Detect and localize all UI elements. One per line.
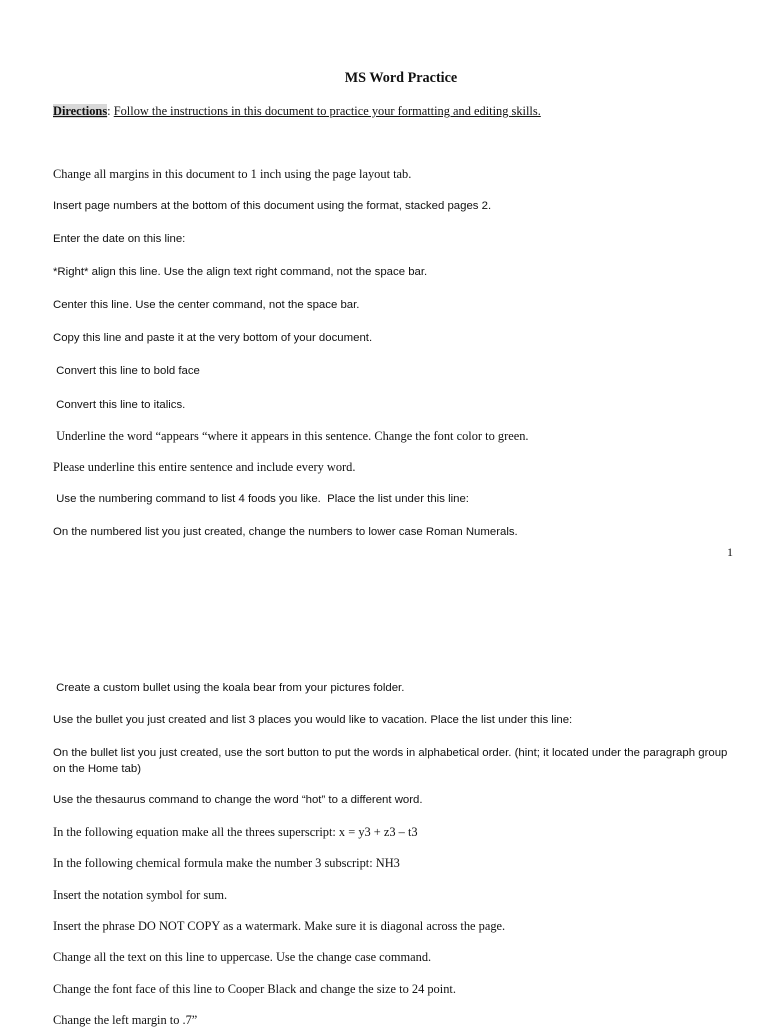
instruction-subscript: In the following chemical formula make the number 3 subscript: NH3 (53, 856, 400, 870)
instruction-margins: Change all margins in this document to 1 inch using the page layout tab. (53, 167, 412, 181)
instruction-sum-symbol: Insert the notation symbol for sum. (53, 888, 228, 902)
instruction-custom-bullet: Create a custom bullet using the koala bear from your pictures folder. (53, 682, 405, 694)
instruction-center: Center this line. Use the center command, not the space bar. (53, 299, 360, 311)
directions-text: Follow the instructions in this document to practice your formatting and editing skills. (113, 104, 541, 118)
directions-label: Directions (53, 104, 108, 118)
instruction-left-margin: Change the left margin to .7” (53, 1013, 198, 1027)
instruction-numbering: Use the numbering command to list 4 foods you like. Place the list under this line: (53, 493, 469, 505)
instruction-enter-date: Enter the date on this line: (53, 233, 186, 245)
instruction-right-align: *Right* align this line. Use the align text right command, not the space bar. (53, 266, 428, 278)
directions-line (53, 103, 541, 119)
page-number: 1 (727, 545, 733, 559)
instruction-superscript: In the following equation make all the threes superscript: x = y3 + z3 – t3 (53, 825, 418, 839)
instruction-underline-word: Underline the word “appears “where it appears in this sentence. Change the font color to green. (53, 429, 529, 443)
instruction-thesaurus: Use the thesaurus command to change the word “hot” to a different word. (53, 794, 423, 806)
instruction-bold: Convert this line to bold face (53, 365, 200, 377)
instruction-copy-paste: Copy this line and paste it at the very bottom of your document. (53, 332, 373, 344)
instruction-underline-sentence: Please underline this entire sentence and include every word. (53, 460, 356, 474)
instruction-watermark: Insert the phrase DO NOT COPY as a watermark. Make sure it is diagonal across the page. (53, 919, 506, 933)
instruction-font-face: Change the font face of this line to Cooper Black and change the size to 24 point. (53, 982, 456, 996)
instruction-roman-numerals: On the numbered list you just created, change the numbers to lower case Roman Numerals. (53, 526, 518, 538)
instruction-bullet-list: Use the bullet you just created and list 3 places you would like to vacation. Place the list under this line: (53, 714, 573, 726)
document-title: MS Word Practice (344, 70, 458, 86)
instruction-italics: Convert this line to italics. (53, 399, 186, 411)
instruction-page-numbers: Insert page numbers at the bottom of this document using the format, stacked pages 2. (53, 200, 492, 212)
directions-separator: : (107, 104, 111, 118)
instruction-uppercase: Change all the text on this line to uppercase. Use the change case command. (53, 950, 432, 964)
instruction-sort: On the bullet list you just created, use the sort button to put the words in alphabetical order. (hint; it located under the paragraph group on the Home tab) (53, 747, 728, 775)
